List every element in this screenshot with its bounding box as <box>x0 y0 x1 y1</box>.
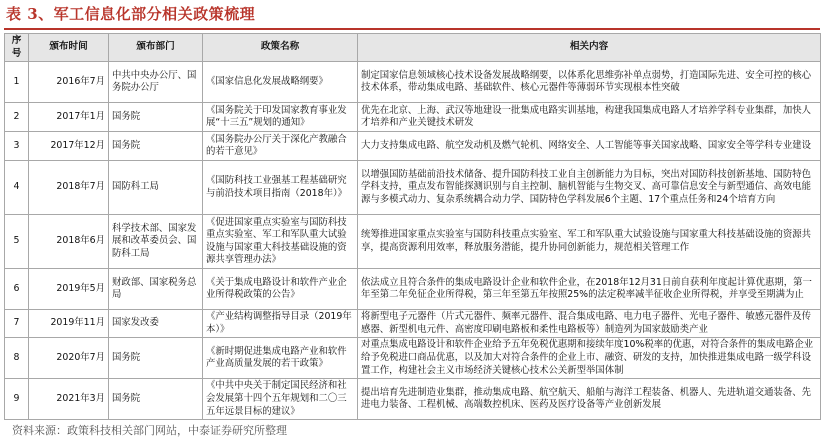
row-time: 2018年7月 <box>29 161 109 215</box>
source-note: 资料来源：政策科技相关部门网站，中泰证券研究所整理 <box>12 424 287 437</box>
row-content: 制定国家信息领域核心技术设备发展战略纲要，以体系化思维弥补单点弱势，打造国际先进、安全可控的核心技术体系，带动集成电路、基础软件、核心元器件等薄弱环节实现根本性突破 <box>358 62 821 103</box>
row-content: 提出培育先进制造业集群，推动集成电路、航空航天、船舶与海洋工程装备、机器人、先进轨道交通装备、先进电力装备、工程机械、高端数控机床、医药及医疗设备等产业创新发展 <box>358 379 821 420</box>
header-content: 相关内容 <box>358 34 821 62</box>
row-no: 4 <box>5 161 29 215</box>
row-policy: 《关于集成电路设计和软件产业企业所得税政策的公告》 <box>203 269 358 310</box>
row-policy: 《国务院办公厅关于深化产教融合的若干意见》 <box>203 132 358 161</box>
row-dept: 科学技术部、国家发展和改革委员会、国防科工局 <box>109 215 203 269</box>
row-time: 2016年7月 <box>29 62 109 103</box>
row-policy: 《产业结构调整指导目录（2019年本）》 <box>203 310 358 338</box>
row-dept: 国家发改委 <box>109 310 203 338</box>
table-row <box>5 310 821 338</box>
table-row <box>5 103 821 132</box>
row-dept: 中共中央办公厅、国务院办公厅 <box>109 62 203 103</box>
row-policy: 《国家信息化发展战略纲要》 <box>203 62 358 103</box>
header-policy: 政策名称 <box>203 34 358 62</box>
row-content: 大力支持集成电路、航空发动机及燃气轮机、网络安全、人工智能等事关国家战略、国家安全等学科专业建设 <box>358 132 821 161</box>
table-title: 表 3、军工信息化部分相关政策梳理 <box>6 5 256 23</box>
row-content: 统筹推进国家重点实验室与国防科技重点实验室、军工和军队重大试验设施与国家重大科技基础设施的资源共享，提高资源利用效率，释放服务潜能，提升协同创新能力，规范相关管理工作 <box>358 215 821 269</box>
row-content: 依法成立且符合条件的集成电路设计企业和软件企业，在2018年12月31日前自获利年度起计算优惠期，第一年至第二年免征企业所得税，第三年至第五年按照25%的法定税率减半征收企业所得税，并享受至期满为止 <box>358 269 821 310</box>
table-row <box>5 379 821 420</box>
row-no: 3 <box>5 132 29 161</box>
row-content: 将新型电子元器件（片式元器件、频率元器件、混合集成电路、电力电子器件、光电子器件、敏感元器件及传感器、新型机电元件、高密度印刷电路板和柔性电路板等）制造列为国家鼓励类产业 <box>358 310 821 338</box>
table-row <box>5 62 821 103</box>
table-row <box>5 132 821 161</box>
row-content: 优先在北京、上海、武汉等地建设一批集成电路实训基地，构建我国集成电路人才培养学科专业集群，加快人才培养和产业关键技术研发 <box>358 103 821 132</box>
table-row <box>5 215 821 269</box>
row-time: 2019年11月 <box>29 310 109 338</box>
row-policy: 《中共中央关于制定国民经济和社会发展第十四个五年规划和二〇三五年远景目标的建议》 <box>203 379 358 420</box>
row-policy: 《新时期促进集成电路产业和软件产业高质量发展的若干政策》 <box>203 338 358 379</box>
row-no: 9 <box>5 379 29 420</box>
row-policy: 《促进国家重点实验室与国防科技重点实验室、军工和军队重大试验设施与国家重大科技基础设施的资源共享管理办法》 <box>203 215 358 269</box>
row-time: 2018年6月 <box>29 215 109 269</box>
title-divider <box>4 28 820 30</box>
row-dept: 国务院 <box>109 338 203 379</box>
row-no: 7 <box>5 310 29 338</box>
row-policy: 《国防科技工业强基工程基础研究与前沿技术项目指南（2018年）》 <box>203 161 358 215</box>
row-time: 2019年5月 <box>29 269 109 310</box>
row-dept: 国务院 <box>109 379 203 420</box>
row-policy: 《国务院关于印发国家教育事业发展“十三五”规划的通知》 <box>203 103 358 132</box>
row-time: 2021年3月 <box>29 379 109 420</box>
row-no: 6 <box>5 269 29 310</box>
row-dept: 国防科工局 <box>109 161 203 215</box>
row-time: 2017年1月 <box>29 103 109 132</box>
header-dept: 颁布部门 <box>109 34 203 62</box>
row-no: 8 <box>5 338 29 379</box>
row-dept: 国务院 <box>109 132 203 161</box>
row-content: 对重点集成电路设计和软件企业给予五年免税优惠期和接续年度10%税率的优惠，对符合条件的集成电路企业给予免税进口商品优惠，以及加大对符合条件的企业上市、融资、研发的支持，加快推进集成电路一级学科设置工作，构建社会主义市场经济关键核心技术公关新型举国体制 <box>358 338 821 379</box>
row-no: 2 <box>5 103 29 132</box>
table-row <box>5 338 821 379</box>
table-row <box>5 161 821 215</box>
row-time: 2020年7月 <box>29 338 109 379</box>
row-dept: 国务院 <box>109 103 203 132</box>
row-time: 2017年12月 <box>29 132 109 161</box>
row-no: 5 <box>5 215 29 269</box>
table-header-row <box>5 34 821 62</box>
policy-table <box>4 33 821 420</box>
row-dept: 财政部、国家税务总局 <box>109 269 203 310</box>
row-content: 以增强国防基础前沿技术储备、提升国防科技工业自主创新能力为目标，突出对国防科技创新基地、国防特色学科支持，重点发布智能探测识别与自主控制、脑机智能与生物交叉、高可靠信息安全与新型通信、高效电能源与多模式动力、复杂系统耦合动力学、国防特色学科发展6个主题、17个重点任务和24个培育方向 <box>358 161 821 215</box>
table-row <box>5 269 821 310</box>
row-no: 1 <box>5 62 29 103</box>
header-time: 颁布时间 <box>29 34 109 62</box>
header-no: 序号 <box>5 34 29 62</box>
